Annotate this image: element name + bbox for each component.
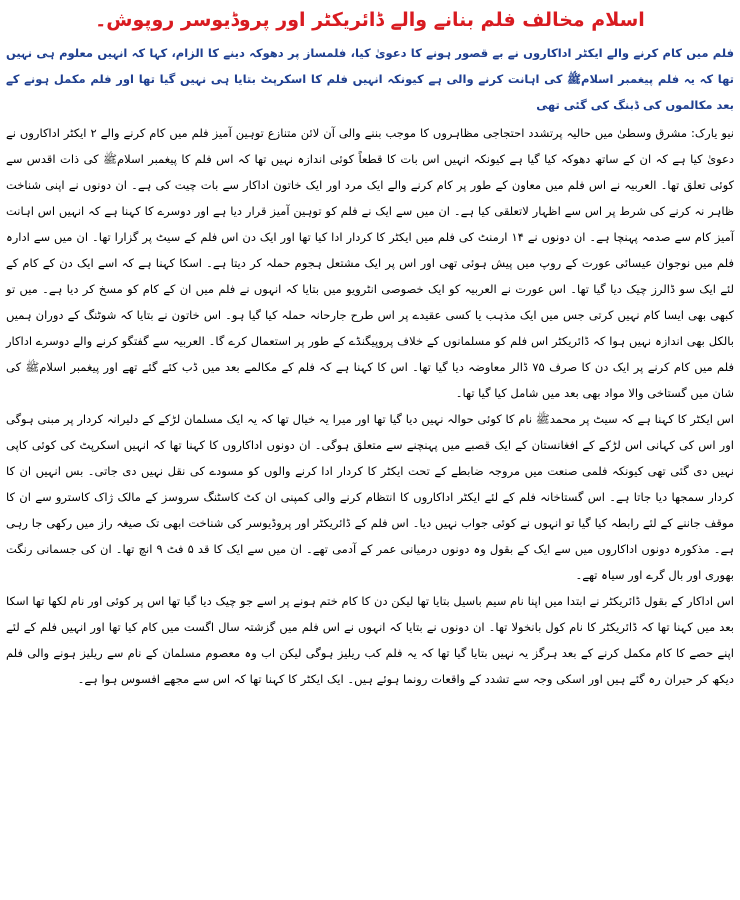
body-paragraph-1: نیو یارک: مشرق وسطیٰ میں حالیہ پرتشدد احتجاجی مظاہروں کا موجب بننے والی آن لائن متنازع توہین آمیز فلم میں کام کرنے والے ۲ ایکٹر اداکاروں نے دعویٰ کیا ہے کہ ان کے ساتھ دھوکہ کیا گیا ہے کیونکہ انہیں اس بات کا قطعاً کوئی اندازہ نہیں تھا کہ اس فلم کا پیغمبر اسلامﷺ کی ذات اقدس سے کوئی تعلق تھا۔ العربیہ نے اس فلم میں معاون کے طور پر کام کرنے والے ایک مرد اور ایک خاتون اداکار سے بات چیت کی ہے۔ ان دونوں نے اپنی شناخت ظاہر نہ کرنے کی شرط پر اس سے اظہار لاتعلقی کیا ہے۔ ان میں سے ایک نے فلم کو توہین آمیز قرار دیا ہے اور دوسرے کا کہنا ہے کہ انہیں اس اہانت آمیز کام سے صدمہ پہنچا ہے۔ ان دونوں نے ۱۴ ارمنٹ کی فلم میں ایکٹر کا کردار ادا کیا تھا اور ایک دن اس فلم کے سیٹ پر گزارا تھا۔ ان میں سے ادارہ فلم میں نوجوان عیسائی عورت کے روپ میں پیش ہوئی تھی اور اس پر ایک مشتعل ہجوم حملہ کر دیتا ہے۔ اسکا کہنا ہے کہ اسے ایک دن کے کام کے لئے ایک سو ڈالرز چیک دیا گیا تھا۔ اس عورت نے العربیہ کو ایک خصوصی انٹرویو میں بتایا کہ انہوں نے فلم میں ان کے کام کو مسخ کر دیا ہے۔ میں تو کبھی بھی ایسا کام نہیں کرتی جس میں ایک مذہب یا کسی عقیدے پر اس طرح جارحانہ حملہ کیا گیا ہو۔ اس خاتون نے بتایا کہ شوٹنگ کے دوران ہمیں بالکل بھی اندازہ نہیں ہوا کہ ڈائریکٹر اس فلم کو مسلمانوں کے خلاف پروپیگنڈے کے طور پر استعمال کرے گا۔ العربیہ سے گفتگو کرنے والے دوسرے اداکار فلم میں کام کرنے پر ایک دن کا صرف ۷۵ ڈالر معاوضہ دیا گیا تھا۔ اس کا کہنا ہے کہ فلم کے مکالمے بعد میں ڈب کئے گئے تھے اور پیغمبر اسلامﷺ کی شان میں گستاخی والا مواد بھی بعد میں شامل کیا گیا تھا۔ [6,126,734,400]
body-paragraph-3: اس اداکار کے بقول ڈائریکٹر نے ابتدا میں اپنا نام سیم باسیل بتایا تھا لیکن دن کا کام ختم ہونے پر اسے جو چیک دیا گیا تھا اس پر کوئی اور نام لکھا تھا اسکا بعد میں کہنا تھا کہ ڈائریکٹر کا نام کول بانخولا تھا۔ ان دونوں نے بتایا کہ انہوں نے اس فلم میں گزشتہ سال اگست میں کام کیا تھا اور انہیں فلم کے لئے اپنے حصے کا کام مکمل کرنے کے بعد ہرگز یہ نہیں بتایا گیا تھا کہ یہ فلم کب ریلیز ہوگی لیکن اب وہ معصوم مسلمان کے نام سے ریلیز ہونے والی فلم دیکھ کر حیران رہ گئے ہیں اور اسکی وجہ سے تشدد کے واقعات رونما ہوئے ہیں۔ ایک ایکٹر کا کہنا تھا کہ اس سے مجھے افسوس ہوا ہے۔ [6,594,734,686]
body-paragraph-2: اس ایکٹر کا کہنا ہے کہ سیٹ پر محمدﷺ نام کا کوئی حوالہ نہیں دیا گیا تھا اور میرا یہ خیال تھا کہ یہ ایک مسلمان لڑکے کے دلیرانہ کردار پر مبنی ہوگی اور اس کی کہانی اس لڑکے کے افغانستان کے ایک قصبے میں پہنچنے سے متعلق ہوگی۔ ان دونوں اداکاروں کا کہنا تھا کہ انہیں اسکرپٹ کی کوئی کاپی نہیں دی گئی تھی کیونکہ فلمی صنعت میں مروجہ ضابطے کے تحت ایکٹر کا کردار ادا کرنے والوں کو مسودے کی نقل نہیں دی جاتی۔ بس انہیں ان کا کردار سمجھا دیا جاتا ہے۔ اس گستاخانہ فلم کے لئے ایکٹر اداکاروں کا انتظام کرنے والی کمپنی ان کٹ کاسٹنگ سروسز کے مالک ژاک کاسترو سے ان کا موقف جاننے کے لئے رابطہ کیا گیا تو انہوں نے کوئی جواب نہیں دیا۔ اس فلم کے ڈائریکٹر اور پروڈیوسر کی شناخت ابھی تک صیغہ راز میں رکھی جا رہی ہے۔ مذکورہ دونوں اداکاروں میں سے ایک کے بقول وہ دونوں درمیانی عمر کے آدمی تھے۔ ان میں سے ایک کا قد ۵ فٹ ۹ انچ تھا۔ ان کی جسمانی رنگت بھوری اور بال گرے اور سیاہ تھے۔ [6,412,734,582]
summary: فلم میں کام کرنے والے ایکٹر اداکاروں نے بے قصور ہونے کا دعویٰ کیا، فلمساز پر دھوکہ دینے کا الزام، کہا کہ انہیں معلوم ہی نہیں تھا کہ یہ فلم پیغمبر اسلامﷺ کی اہانت کرنے والی ہے کیونکہ انہیں فلم کا اسکرپٹ بتایا ہی نہیں گیا تھا اور فلم مکمل ہونے کے بعد مکالموں کی ڈبنگ کی گئی تھی [6,46,734,112]
headline: اسلام مخالف فلم بنانے والے ڈائریکٹر اور پروڈیوسر روپوش۔ [95,9,645,31]
